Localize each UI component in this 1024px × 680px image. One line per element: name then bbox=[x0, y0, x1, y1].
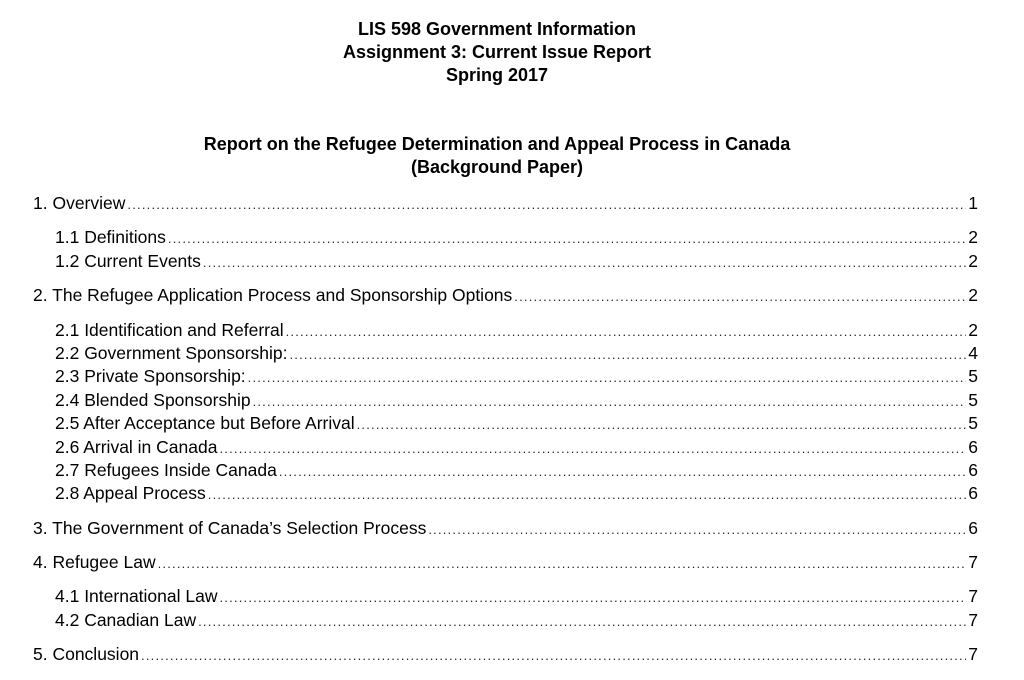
toc-subsections bbox=[33, 319, 978, 506]
toc-entry-page: 2 bbox=[968, 285, 978, 306]
toc-subsections bbox=[33, 226, 978, 273]
dot-leader bbox=[279, 460, 966, 483]
toc-entry-page: 2 bbox=[968, 250, 978, 271]
toc-entry-label: 2.5 After Acceptance but Before Arrival bbox=[55, 413, 355, 434]
report-subtitle: (Background Paper) bbox=[410, 157, 584, 177]
dot-leader bbox=[219, 586, 966, 609]
dot-leader bbox=[428, 518, 966, 541]
toc-entry-page: 6 bbox=[968, 459, 978, 480]
toc-section bbox=[33, 192, 978, 273]
toc-entry-label: 2.6 Arrival in Canada bbox=[55, 436, 218, 457]
toc-entry-page: 7 bbox=[968, 609, 978, 630]
toc-entry-label: 5. Conclusion bbox=[33, 644, 140, 665]
dot-leader bbox=[158, 552, 967, 575]
toc-section bbox=[33, 643, 978, 666]
toc-entry-label: 1.2 Current Events bbox=[55, 250, 201, 271]
course-title: LIS 598 Government Information bbox=[357, 19, 637, 39]
dot-leader bbox=[168, 227, 966, 250]
toc-entry-page: 2 bbox=[968, 319, 978, 340]
toc-entry[interactable] bbox=[33, 192, 978, 215]
toc-section bbox=[33, 517, 978, 540]
toc-entry-label: 2.4 Blended Sponsorship bbox=[55, 389, 251, 410]
toc-entry-label: 4.1 International Law bbox=[55, 586, 218, 607]
table-of-contents bbox=[33, 192, 978, 667]
toc-entry-page: 4 bbox=[968, 342, 978, 363]
toc-entry-label: 4.2 Canadian Law bbox=[55, 609, 197, 630]
toc-entry-page: 5 bbox=[968, 413, 978, 434]
toc-entry[interactable] bbox=[55, 319, 978, 342]
toc-entry[interactable] bbox=[55, 412, 978, 435]
dot-leader bbox=[248, 366, 967, 389]
toc-subsections bbox=[33, 585, 978, 632]
toc-entry[interactable] bbox=[33, 284, 978, 307]
toc-entry-label: 1. Overview bbox=[33, 193, 126, 213]
toc-entry-page: 6 bbox=[968, 483, 978, 504]
toc-entry-label: 3. The Government of Canada’s Selection Process bbox=[33, 517, 427, 538]
toc-entry-label: 4. Refugee Law bbox=[33, 552, 156, 573]
toc-entry-page: 5 bbox=[968, 389, 978, 410]
toc-entry-page: 6 bbox=[968, 436, 978, 457]
toc-section bbox=[33, 551, 978, 632]
dot-leader bbox=[203, 251, 966, 274]
toc-section bbox=[33, 284, 978, 506]
report-heading bbox=[0, 133, 994, 179]
toc-entry[interactable] bbox=[55, 482, 978, 505]
dot-leader bbox=[514, 285, 966, 308]
toc-entry[interactable] bbox=[33, 643, 978, 666]
report-title: Report on the Refugee Determination and Appeal Process in Canada bbox=[203, 134, 791, 154]
dot-leader bbox=[219, 437, 966, 460]
dot-leader bbox=[286, 320, 967, 343]
toc-entry-label: 2.7 Refugees Inside Canada bbox=[55, 459, 277, 480]
toc-entry-page: 7 bbox=[968, 552, 978, 573]
toc-entry[interactable] bbox=[55, 585, 978, 608]
toc-entry[interactable] bbox=[33, 551, 978, 574]
dot-leader bbox=[127, 193, 966, 216]
toc-entry-label: 2.8 Appeal Process bbox=[55, 483, 206, 504]
toc-entry-page: 2 bbox=[968, 227, 978, 248]
toc-entry-page: 7 bbox=[968, 586, 978, 607]
toc-entry-page: 6 bbox=[968, 517, 978, 538]
toc-entry-label: 2. The Refugee Application Process and Sponsorship Options bbox=[33, 285, 513, 306]
toc-entry-label: 1.1 Definitions bbox=[55, 227, 166, 248]
toc-entry-page: 7 bbox=[968, 644, 978, 665]
dot-leader bbox=[253, 390, 967, 413]
toc-entry[interactable] bbox=[55, 389, 978, 412]
toc-entry[interactable] bbox=[55, 226, 978, 249]
toc-entry-label: 2.3 Private Sponsorship: bbox=[55, 366, 246, 387]
term: Spring 2017 bbox=[445, 65, 549, 85]
toc-entry-label: 2.1 Identification and Referral bbox=[55, 319, 284, 340]
toc-entry[interactable] bbox=[55, 609, 978, 632]
toc-entry[interactable] bbox=[55, 342, 978, 365]
toc-entry[interactable] bbox=[55, 436, 978, 459]
toc-entry[interactable] bbox=[55, 459, 978, 482]
assignment-title: Assignment 3: Current Issue Report bbox=[342, 42, 652, 62]
document-header bbox=[0, 18, 994, 87]
toc-entry[interactable] bbox=[55, 365, 978, 388]
dot-leader bbox=[290, 343, 967, 366]
toc-entry-page: 1 bbox=[968, 193, 978, 213]
toc-entry-page: 5 bbox=[968, 366, 978, 387]
dot-leader bbox=[357, 413, 967, 436]
dot-leader bbox=[208, 483, 966, 506]
dot-leader bbox=[198, 610, 966, 633]
toc-entry[interactable] bbox=[33, 517, 978, 540]
toc-entry[interactable] bbox=[55, 250, 978, 273]
toc-entry-label: 2.2 Government Sponsorship: bbox=[55, 342, 288, 363]
dot-leader bbox=[141, 644, 966, 667]
